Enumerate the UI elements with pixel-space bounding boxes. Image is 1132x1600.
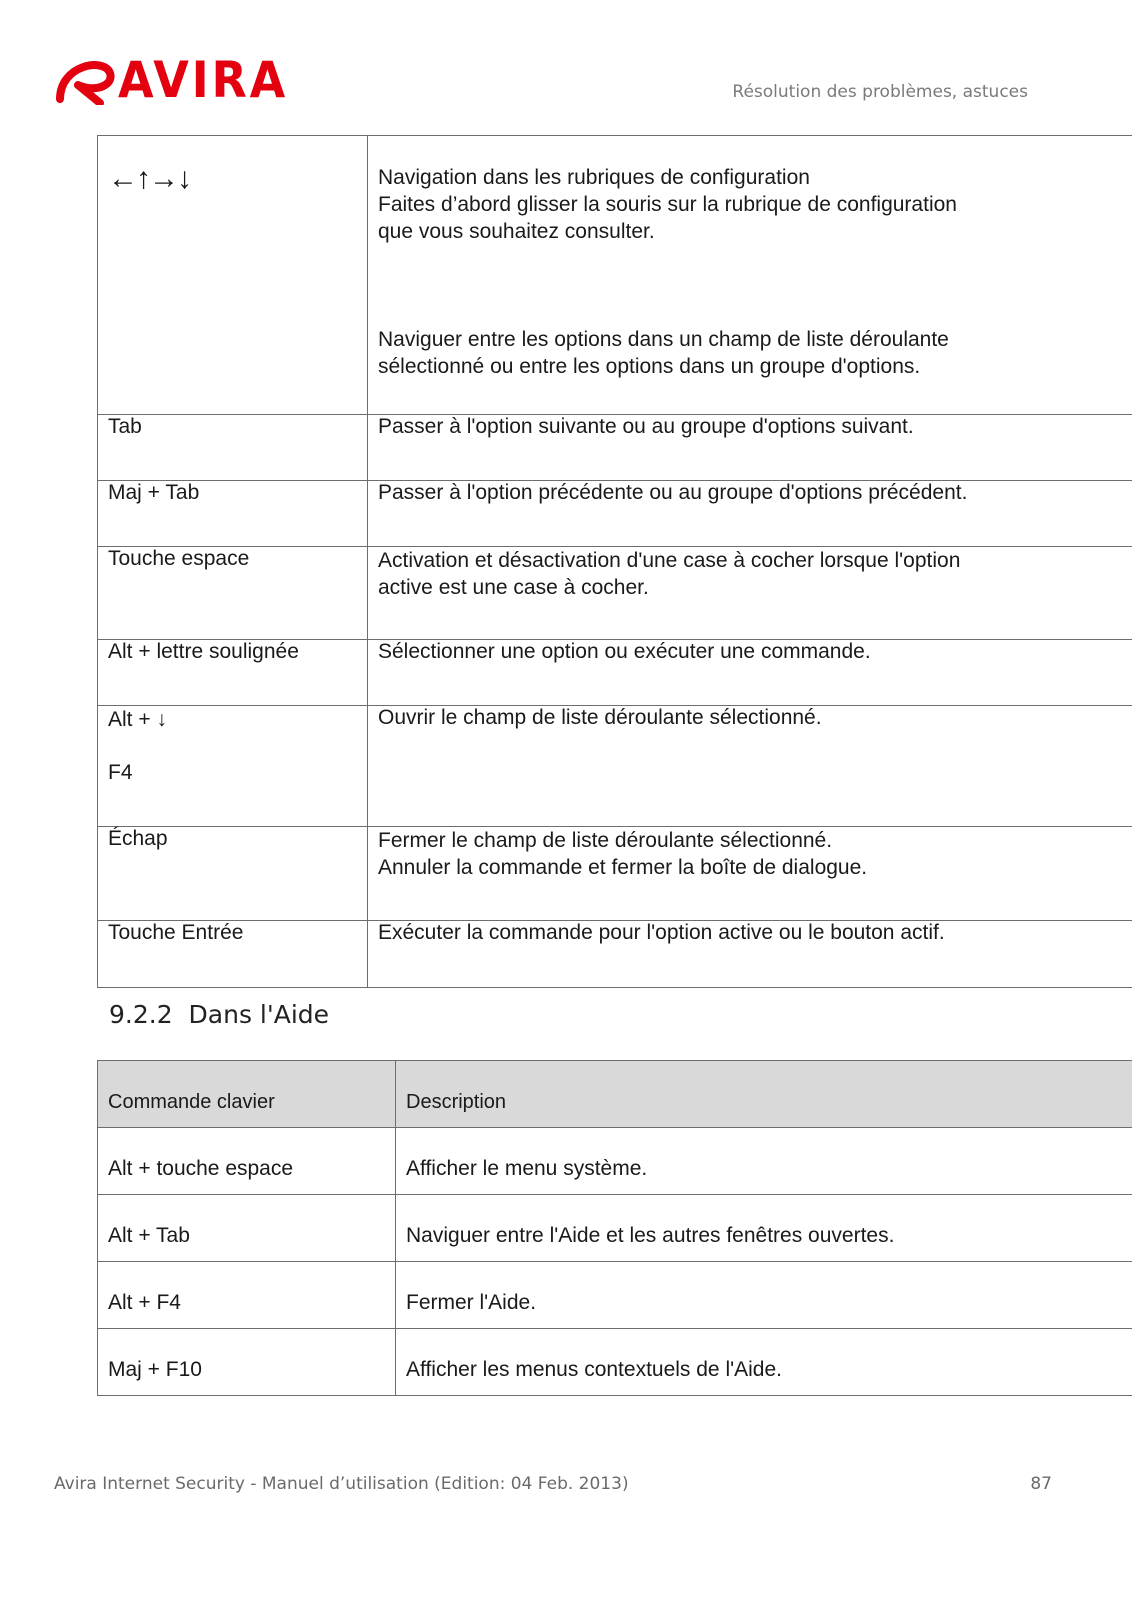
description-cell: Fermer l'Aide. bbox=[396, 1262, 1132, 1329]
table-row bbox=[98, 1262, 1132, 1329]
key-cell: Tab bbox=[98, 415, 368, 481]
arrow-keys-icon: ←↑→↓ bbox=[98, 136, 368, 415]
description-cell: Sélectionner une option ou exécuter une commande. bbox=[368, 640, 1132, 706]
table-row bbox=[98, 481, 1132, 547]
table-row bbox=[98, 1195, 1132, 1262]
section-header: Résolution des problèmes, astuces bbox=[732, 82, 1028, 102]
description-line: Faites d’abord glisser la souris sur la rubrique de configuration bbox=[378, 193, 957, 216]
key-f4: F4 bbox=[108, 761, 133, 784]
description-line: Naviguer entre les options dans un champ de liste déroulante bbox=[378, 328, 949, 351]
table-row bbox=[98, 706, 1132, 827]
description-cell: Naviguer entre l'Aide et les autres fenêtres ouvertes. bbox=[396, 1195, 1132, 1262]
description-cell bbox=[368, 547, 1132, 640]
description-cell bbox=[368, 136, 1132, 415]
key-cell: Maj + F10 bbox=[98, 1329, 396, 1396]
table-row bbox=[98, 1128, 1132, 1195]
keyboard-shortcuts-table-dialog bbox=[97, 135, 1132, 988]
description-cell: Passer à l'option précédente ou au groupe d'options précédent. bbox=[368, 481, 1132, 547]
description-cell: Passer à l'option suivante ou au groupe d'options suivant. bbox=[368, 415, 1132, 481]
subsection-heading bbox=[109, 1000, 329, 1029]
keyboard-shortcuts-table-help bbox=[97, 1060, 1132, 1396]
key-cell: Alt + F4 bbox=[98, 1262, 396, 1329]
table-row bbox=[98, 547, 1132, 640]
table-header-row bbox=[98, 1061, 1132, 1128]
key-cell: Alt + Tab bbox=[98, 1195, 396, 1262]
description-cell: Exécuter la commande pour l'option active ou le bouton actif. bbox=[368, 921, 1132, 988]
table-row bbox=[98, 640, 1132, 706]
description-cell: Ouvrir le champ de liste déroulante sélectionné. bbox=[368, 706, 1132, 827]
avira-umbrella-logo-icon bbox=[56, 55, 116, 105]
key-cell bbox=[98, 640, 368, 706]
description-line: Annuler la commande et fermer la boîte de dialogue. bbox=[378, 856, 868, 879]
table-row bbox=[98, 921, 1132, 988]
subsection-title: Dans l'Aide bbox=[188, 1000, 330, 1029]
avira-logo bbox=[56, 51, 303, 109]
description-cell bbox=[368, 827, 1132, 921]
description-line: sélectionné ou entre les options dans un groupe d'options. bbox=[378, 355, 921, 378]
column-header-command: Commande clavier bbox=[98, 1061, 396, 1128]
page-number: 87 bbox=[1030, 1474, 1052, 1494]
key-cell: Touche Entrée bbox=[98, 921, 368, 988]
description-cell: Afficher le menu système. bbox=[396, 1128, 1132, 1195]
footer-title: Avira Internet Security - Manuel d’utilisation (Edition: 04 Feb. 2013) bbox=[54, 1474, 629, 1494]
logo-text: AVIRA bbox=[118, 51, 289, 109]
key-cell: Échap bbox=[98, 827, 368, 921]
key-cell: Alt + touche espace bbox=[98, 1128, 396, 1195]
description-line: Navigation dans les rubriques de configuration bbox=[378, 166, 810, 189]
key-bold: Alt + bbox=[108, 640, 151, 663]
description-line: Activation et désactivation d'une case à cocher lorsque l'option bbox=[378, 549, 961, 572]
description-line: Fermer le champ de liste déroulante sélectionné. bbox=[378, 829, 833, 852]
description-line: que vous souhaitez consulter. bbox=[378, 220, 655, 243]
table-row bbox=[98, 415, 1132, 481]
key-plain: lettre soulignée bbox=[150, 640, 299, 663]
key-alt-down: Alt + ↓ bbox=[108, 708, 167, 731]
description-cell: Afficher les menus contextuels de l'Aide. bbox=[396, 1329, 1132, 1396]
subsection-number: 9.2.2 bbox=[109, 1000, 173, 1029]
table-row bbox=[98, 136, 1132, 415]
key-cell bbox=[98, 706, 368, 827]
description-line: active est une case à cocher. bbox=[378, 576, 649, 599]
key-cell: Maj + Tab bbox=[98, 481, 368, 547]
table-row bbox=[98, 827, 1132, 921]
table-row bbox=[98, 1329, 1132, 1396]
column-header-description: Description bbox=[396, 1061, 1132, 1128]
key-cell: Touche espace bbox=[98, 547, 368, 640]
